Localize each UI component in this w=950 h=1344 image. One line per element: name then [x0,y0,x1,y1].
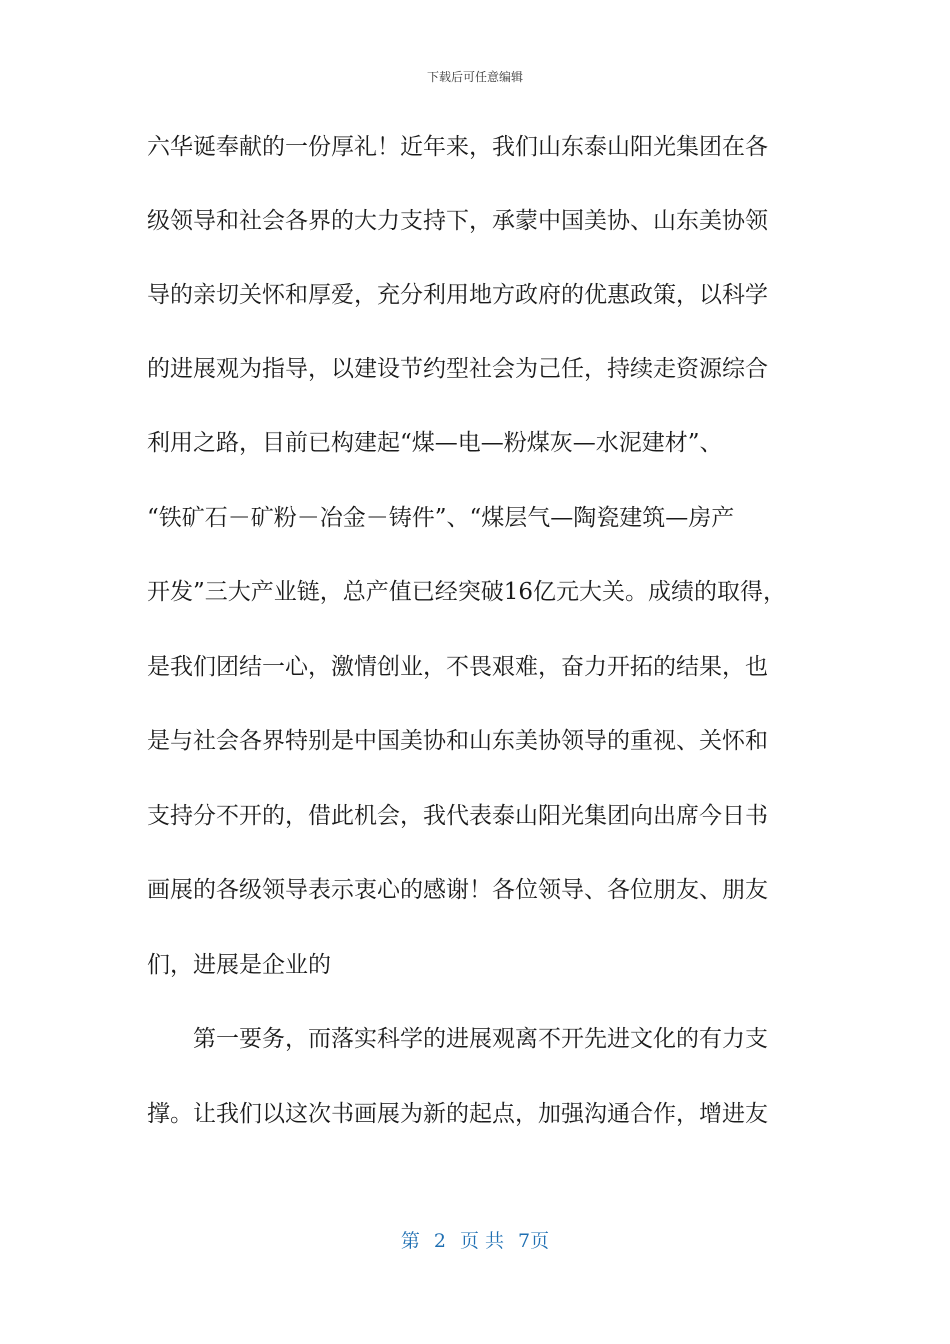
body-line: 画展的各级领导表示衷心的感谢！各位领导、各位朋友、朋友 [147,877,768,903]
body-line: 撑。让我们以这次书画展为新的起点，加强沟通合作，增进友 [147,1101,768,1127]
body-line: 的进展观为指导，以建设节约型社会为己任，持续走资源综合 [147,356,768,382]
body-line: “铁矿石－矿粉－冶金－铸件”、“煤层气—陶瓷建筑—房产 [147,505,735,531]
total-pages-number: 7 [518,1230,531,1252]
footer-middle: 页 共 [459,1230,505,1252]
current-page-number: 2 [433,1230,446,1252]
body-line: 第一要务，而落实科学的进展观离不开先进文化的有力支 [147,1026,768,1052]
footer-prefix: 第 [400,1230,420,1252]
body-line: 们，进展是企业的 [147,952,331,978]
body-line: 开发”三大产业链，总产值已经突破16亿元大关。成绩的取得， [147,579,787,605]
body-line: 六华诞奉献的一份厚礼！近年来，我们山东泰山阳光集团在各 [147,134,768,160]
body-line: 导的亲切关怀和厚爱，充分利用地方政府的优惠政策，以科学 [147,282,768,308]
body-line: 利用之路，目前已构建起“煤—电—粉煤灰—水泥建材”、 [147,430,723,456]
body-line: 是我们团结一心，激情创业，不畏艰难，奋力开拓的结果，也 [147,654,768,680]
footer-suffix: 页 [530,1230,550,1252]
page-number-footer [0,1226,950,1253]
body-line: 是与社会各界特别是中国美协和山东美协领导的重视、关怀和 [147,728,768,754]
body-line: 支持分不开的，借此机会，我代表泰山阳光集团向出席今日书 [147,803,768,829]
header-note: 下载后可任意编辑 [426,70,523,84]
body-line: 级领导和社会各界的大力支持下，承蒙中国美协、山东美协领 [147,208,768,234]
